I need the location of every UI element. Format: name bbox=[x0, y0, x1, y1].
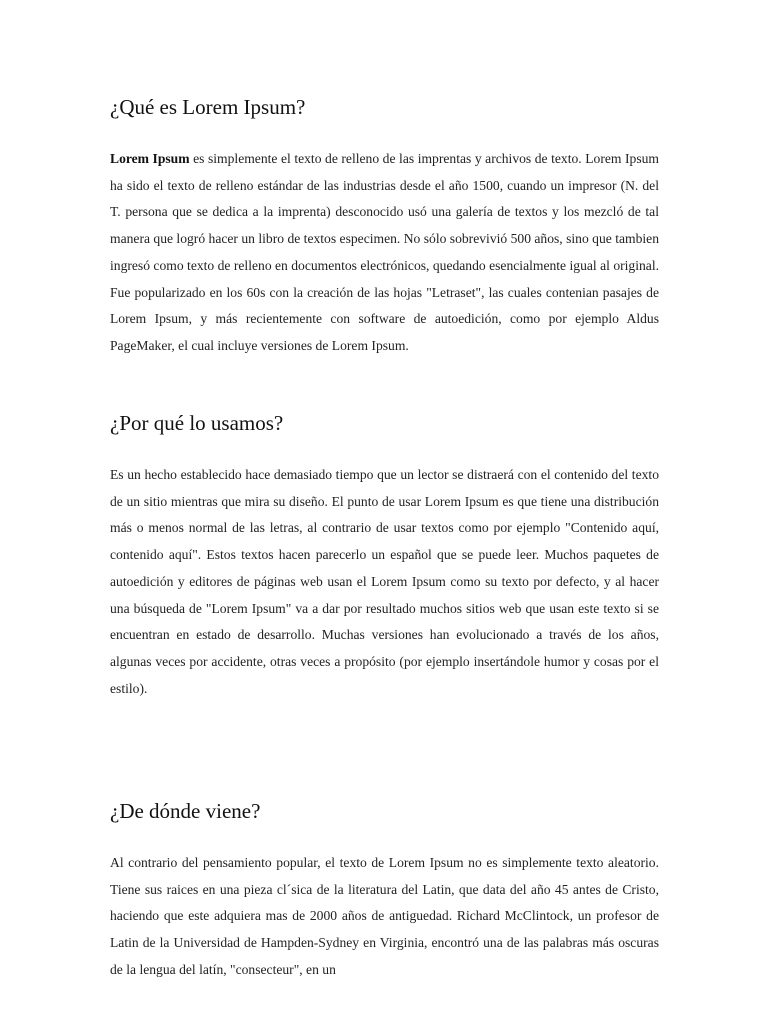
section-paragraph bbox=[110, 146, 659, 360]
section-heading: ¿De dónde viene? bbox=[110, 799, 261, 823]
section-paragraph: Es un hecho establecido hace demasiado tiempo que un lector se distraerá con el contenido del texto de un sitio mientras que mira su diseño. El punto de usar Lorem Ipsum es que tiene una distribución más o menos normal de las letras, al contrario de usar textos como por ejemplo "Contenido aquí, contenido aquí". Estos textos hacen parecerlo un español que se puede leer. Muchos paquetes de autoedición y editores de páginas web usan el Lorem Ipsum como su texto por defecto, y al hacer una búsqueda de "Lorem Ipsum" va a dar por resultado muchos sitios web que usan este texto si se encuentran en estado de desarrollo. Muchas versiones han evolucionado a través de los años, algunas veces por accidente, otras veces a propósito (por ejemplo insertándole humor y cosas por el estilo). bbox=[110, 467, 659, 696]
bold-lead-term: Lorem Ipsum bbox=[110, 151, 190, 166]
section-paragraph: Al contrario del pensamiento popular, el texto de Lorem Ipsum no es simplemente texto aleatorio. Tiene sus raices en una pieza cl´sica de la literatura del Latin, que data del año 45 antes de Cristo, haciendo que este adquiera mas de 2000 años de antiguedad. Richard McClintock, un profesor de Latin de la Universidad de Hampden-Sydney en Virginia, encontró una de las palabras más oscuras de la lengua del latín, "consecteur", en un bbox=[110, 855, 659, 977]
section-heading: ¿Por qué lo usamos? bbox=[110, 411, 284, 435]
section-heading: ¿Qué es Lorem Ipsum? bbox=[110, 95, 306, 119]
paragraph-text: es simplemente el texto de relleno de las imprentas y archivos de texto. Lorem Ipsum ha sido el texto de relleno estándar de las industrias desde el año 1500, cuando un impresor (N. del T. persona que se dedica a la imprenta) desconocido usó una galería de textos y los mezcló de tal manera que logró hacer un libro de textos especimen. No sólo sobrevivió 500 años, sino que tambien ingresó como texto de relleno en documentos electrónicos, quedando esencialmente igual al original. Fue popularizado en los 60s con la creación de las hojas "Letraset", las cuales contenian pasajes de Lorem Ipsum, y más recientemente con software de autoedición, como por ejemplo Aldus PageMaker, el cual incluye versiones de Lorem Ipsum. bbox=[110, 151, 659, 353]
